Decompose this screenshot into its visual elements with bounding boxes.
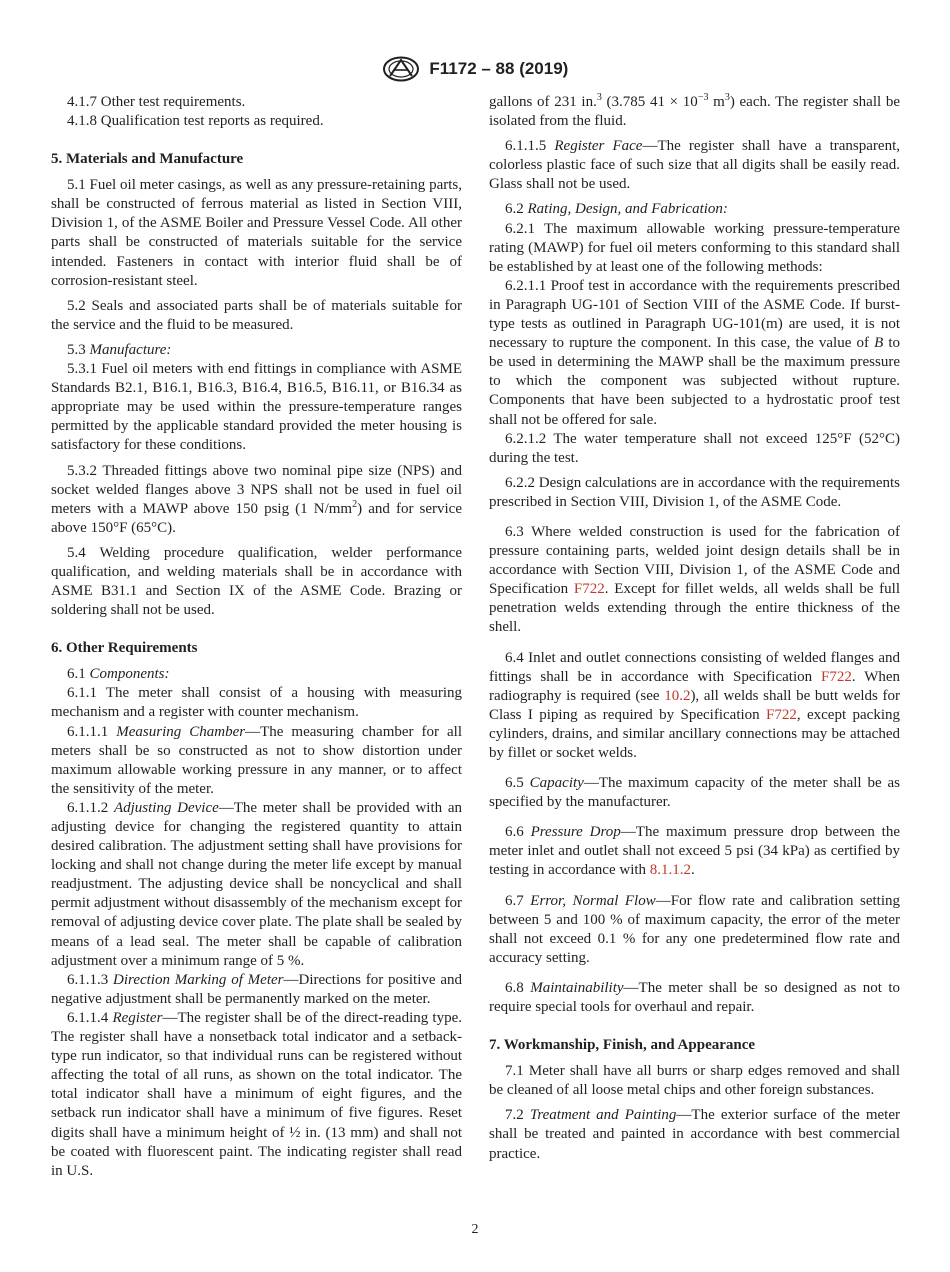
section-heading-7: 7. Workmanship, Finish, and Appearance: [489, 1037, 756, 1054]
link-8-1-1-2[interactable]: 8.1.1.2: [649, 862, 692, 879]
para-5-3-1: 5.3.1 Fuel oil meters with end fittings in compliance with ASME Standards B2.1, B16.1, B16.3, B16.4, B16.5, B16.11, or B16.34 as appropriate may be used within the pressure-temperature ranges permitted by the applicable standard provided the meter housing is satisfactory for these conditions.: [51, 361, 462, 454]
para-6-2-1-1: 6.2.1.1 Proof test in accordance with the requirements prescribed in Paragraph UG-101 of Section VIII of the ASME Code. If burst-type tests as outlined in Paragraph UG-101(m) are used, it is not necessary to rupture the component. In this case, the value of B to be used in determining the MAWP shall be the maximum pressure to which the component was subjected without rupture. Components that have been subjected to a hydrostatic proof test shall not be offered for sale.: [489, 277, 900, 428]
para-6-2-1: 6.2.1 The maximum allowable working pressure-temperature rating (MAWP) for fuel oil meters conforming to this standard shall be established by at least one of the following methods:: [489, 220, 900, 275]
section-heading-5: 5. Materials and Manufacture: [51, 151, 244, 168]
para-6-2: 6.2 Rating, Design, and Fabrication:: [505, 201, 728, 218]
para-6-1-1-1: 6.1.1.1 Measuring Chamber—The measuring chamber for all meters shall be so constructed as not to show distortion under maximum allowable working pressure in any manner, or to affect the sensitivity of the meter.: [51, 723, 462, 797]
link-f722[interactable]: F722: [573, 581, 605, 598]
para-6-4: 6.4 Inlet and outlet connections consisting of welded flanges and fittings shall be in accordance with Specification F722. When radiography is required (see 10.2), all welds shall be butt welds for Class I piping as required by Specification F722, except packing cylinders, drains, and similar ancillary connections may be attached by fillet or socket welds.: [489, 649, 901, 761]
para-6-2-2: 6.2.2 Design calculations are in accordance with the requirements prescribed in Section VIII, Division 1, of the ASME Code.: [489, 474, 900, 510]
para-6-3: 6.3 Where welded construction is used for the fabrication of pressure containing parts, welded joint design details shall be in accordance with Section VIII, Division 1, of the ASME Code and Specification F722. Except for fillet welds, all welds shall be full penetration welds extending through the entire thickness of the shell.: [489, 523, 900, 636]
link-10-2[interactable]: 10.2: [664, 687, 691, 704]
link-f722[interactable]: F722: [821, 668, 852, 685]
para-6-6: 6.6 Pressure Drop—The maximum pressure drop between the meter inlet and outlet shall not exceed 5 psi (34 kPa) as certified by testing in accordance with 8.1.1.2.: [489, 824, 901, 879]
para-6-1-1-4-continued: gallons of 231 in.$^3$ (3.785 $41 \times 10^{-3}$ $m^3$) each. The register shall be isolated from the fluid.: [489, 92, 901, 130]
para-6-1-1: 6.1.1 The meter shall consist of a housing with measuring mechanism and a register with counter mechanism.: [51, 685, 462, 721]
para-5-4: 5.4 Welding procedure qualification, welder performance qualification, and welding materials shall be in accordance with ASME B31.1 and Section IX of the ASME Code. Brazing or soldering shall not be used.: [51, 544, 462, 619]
para-5-2: 5.2 Seals and associated parts shall be of materials suitable for the service and the fluid to be measured.: [51, 297, 462, 333]
para-6-7: 6.7 Error, Normal Flow—For flow rate and calibration setting between 5 and 100 % of maximum capacity, the error of the meter shall not exceed 0.1 % for any one predetermined flow rate and accuracy setting.: [489, 892, 900, 966]
para-6-1: 6.1 Components:: [67, 666, 170, 683]
document-id: F1172 – 88 (2019): [429, 59, 569, 78]
para-4-1-8: 4.1.8 Qualification test reports as required.: [67, 113, 324, 130]
para-5-1: 5.1 Fuel oil meter casings, as well as any pressure-retaining parts, shall be constructed of ferrous material as listed in Section VIII, Division 1, of the ASME Boiler and Pressure Vessel Code. All other parts shall be constructed of materials suitable for the service intended. Fasteners in contact with interior fluid shall be of corrosion-resistant steel.: [51, 177, 462, 289]
link-f722[interactable]: F722: [766, 706, 797, 723]
astm-logo-icon: [382, 56, 420, 82]
para-6-8: 6.8 Maintainability—The meter shall be so designed as not to require special tools for overhaul and repair.: [489, 979, 901, 1016]
left-column: [51, 93, 462, 1181]
para-7-1: 7.1 Meter shall have all burrs or sharp edges removed and shall be cleaned of all loose metal chips and other foreign substances.: [489, 1063, 900, 1099]
para-5-3-2: 5.3.2 Threaded fittings above two nominal pipe size (NPS) and socket welded flanges above 3 NPS shall not be used in fuel oil meters with a MAWP above 150 psig (1 $N/mm^2$) and for service above 150°F (65°C).: [51, 462, 462, 536]
para-7-2: 7.2 Treatment and Painting—The exterior surface of the meter shall be treated and painted in accordance with best commercial practice.: [489, 1107, 901, 1162]
para-4-1-7: 4.1.7 Other test requirements.: [67, 94, 246, 110]
page-header: [0, 56, 950, 84]
para-6-1-1-3: 6.1.1.3 Direction Marking of Meter—Directions for positive and negative adjustment shall be permanently marked on the meter.: [51, 971, 462, 1007]
para-6-1-1-5: 6.1.1.5 Register Face—The register shall have a transparent, colorless plastic face of such size that all digits shall be easily read. Glass shall not be used.: [489, 138, 900, 193]
para-6-5: 6.5 Capacity—The maximum capacity of the meter shall be as specified by the manufacturer.: [489, 775, 901, 811]
para-5-3: 5.3 Manufacture:: [67, 341, 172, 358]
para-6-1-1-2: 6.1.1.2 Adjusting Device—The meter shall be provided with an adjusting device for changing the registered quantity to attain desired calibration. The adjustment setting shall have provisions for locking and shall not change during the meter life except by manual readjustment. The adjusting device shall be noncyclical and shall permit adjustment without disassembly of the mechanism except for removal of adjusting device cover plate. The plate shall be sealed by means of a lead seal. The meter shall be capable of calibration adjustment over a minimum range of 5 %.: [51, 799, 462, 969]
right-column: [489, 93, 900, 1164]
page-number: 2: [471, 1222, 479, 1237]
para-6-1-1-4: 6.1.1.4 Register—The register shall be of the direct-reading type. The register shall have a nonsetback total indicator and a setback-type run indicator, so that individual runs can be registered without affecting the total of all runs, as shown on the total indicator. The total indicator shall have a minimum of eight figures, and the setback run indicator shall have a minimum of five figures. Reset digits shall have a minimum height of ½ in. (13 mm) and shall not be coated with fluorescent paint. The indicating register shall read in U.S.: [51, 1009, 462, 1179]
para-6-2-1-2: 6.2.1.2 The water temperature shall not exceed 125°F (52°C) during the test.: [489, 430, 900, 466]
section-heading-6: 6. Other Requirements: [51, 640, 198, 657]
